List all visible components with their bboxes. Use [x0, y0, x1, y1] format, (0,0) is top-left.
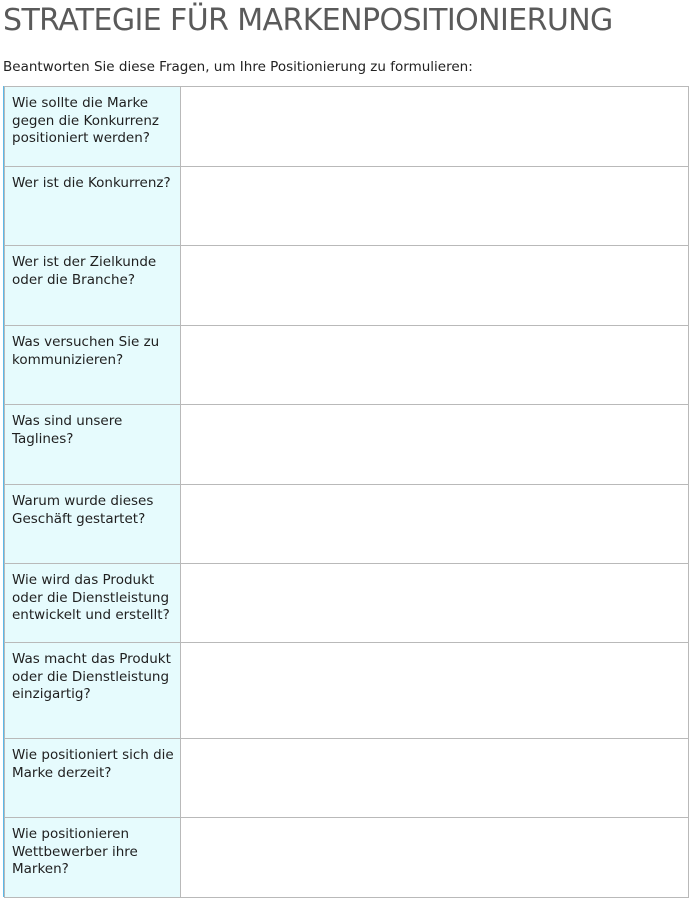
question-text: Wie wird das Produkt oder die Dienstleistung entwickelt und erstellt?: [12, 572, 170, 623]
instructions-text: Beantworten Sie diese Fragen, um Ihre Positionierung zu formulieren:: [3, 59, 473, 75]
question-text: Wer ist der Zielkunde oder die Branche?: [12, 254, 157, 288]
answer-cell[interactable]: [181, 87, 689, 167]
question-cell: [5, 485, 181, 564]
question-cell: [5, 739, 181, 818]
table-row: [5, 326, 689, 405]
question-cell: [5, 246, 181, 326]
question-text: Wie positioniert sich die Marke derzeit?: [12, 747, 174, 781]
table-row: [5, 739, 689, 818]
questions-table: [4, 86, 689, 898]
question-text: Warum wurde dieses Geschäft gestartet?: [12, 493, 154, 527]
answer-cell[interactable]: [181, 405, 689, 485]
answer-cell[interactable]: [181, 818, 689, 898]
question-text: Wie positionieren Wettbewerber ihre Marken?: [12, 826, 138, 877]
answer-cell[interactable]: [181, 167, 689, 246]
table-row: [5, 246, 689, 326]
table-row: [5, 485, 689, 564]
answer-cell[interactable]: [181, 485, 689, 564]
question-text: Wer ist die Konkurrenz?: [12, 175, 171, 191]
answer-cell[interactable]: [181, 643, 689, 739]
table-row: [5, 564, 689, 643]
question-cell: [5, 643, 181, 739]
table-row: [5, 167, 689, 246]
question-cell: [5, 818, 181, 898]
question-cell: [5, 564, 181, 643]
question-text: Was sind unsere Taglines?: [12, 413, 123, 447]
question-cell: [5, 87, 181, 167]
answer-cell[interactable]: [181, 246, 689, 326]
question-cell: [5, 326, 181, 405]
question-cell: [5, 405, 181, 485]
question-cell: [5, 167, 181, 246]
table-row: [5, 87, 689, 167]
table-row: [5, 643, 689, 739]
question-text: Was macht das Produkt oder die Dienstleistung einzigartig?: [12, 651, 171, 702]
page-title: STRATEGIE FÜR MARKENPOSITIONIERUNG: [3, 3, 613, 38]
table-row: [5, 405, 689, 485]
answer-cell[interactable]: [181, 326, 689, 405]
question-text: Wie sollte die Marke gegen die Konkurrenz positioniert werden?: [12, 95, 159, 146]
answer-cell[interactable]: [181, 564, 689, 643]
question-text: Was versuchen Sie zu kommunizieren?: [12, 334, 160, 368]
answer-cell[interactable]: [181, 739, 689, 818]
table-row: [5, 818, 689, 898]
